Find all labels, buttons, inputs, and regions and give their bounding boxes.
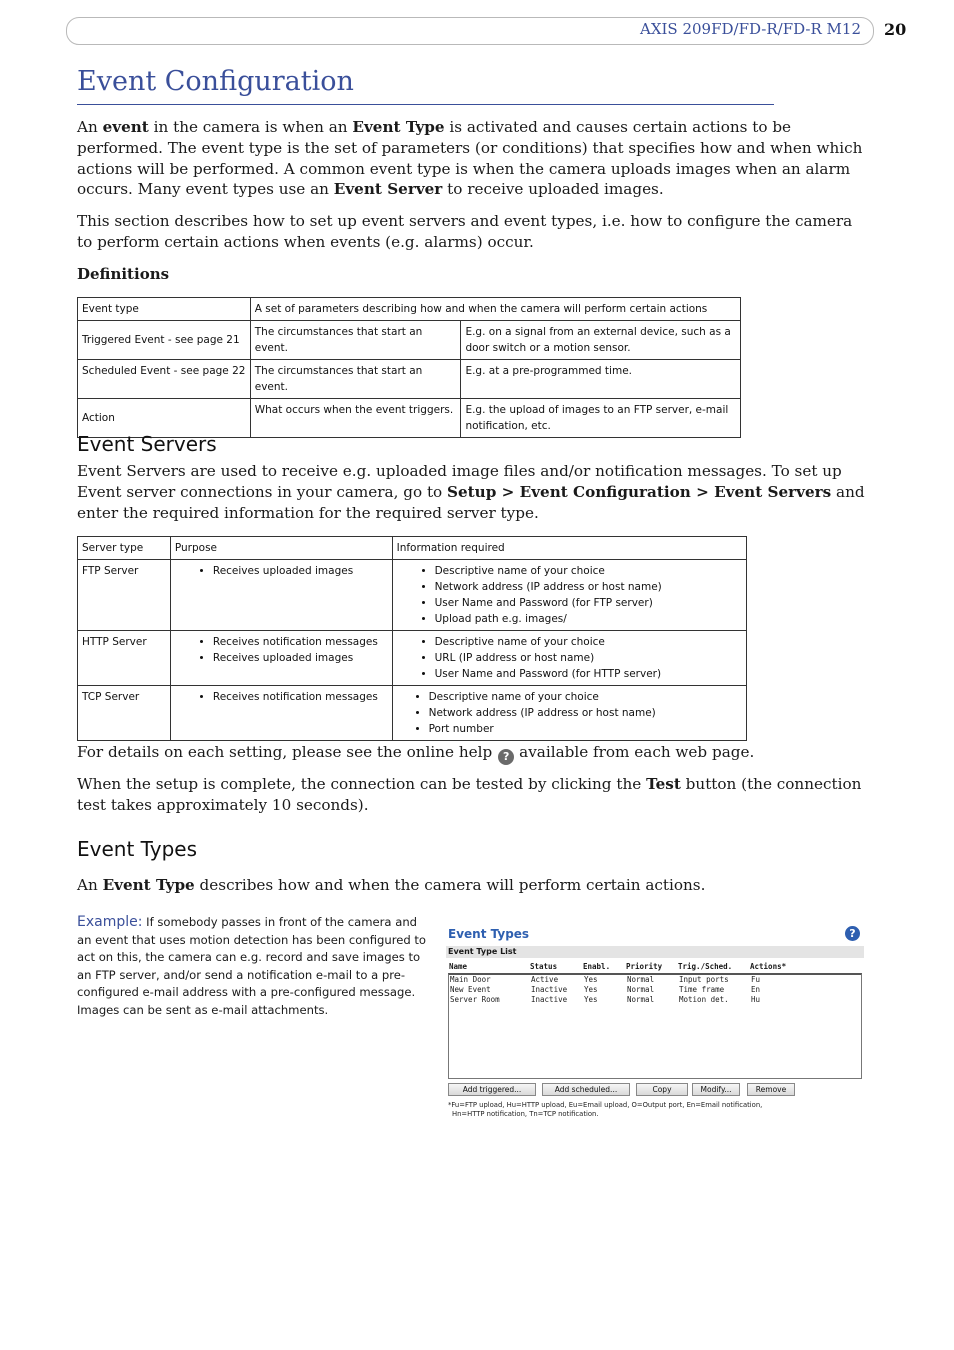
- online-help-paragraph: For details on each setting, please see the online help ? available from each web page.: [77, 743, 755, 763]
- column-header: Purpose: [170, 537, 392, 560]
- example-text: If somebody passes in front of the camera and an event that uses motion detection has been configured to act on this, the camera can e.g. record and save images to an FTP server, and/or send a notification e-mail to a pre-configured e-mail address with a pre-configured message. Images can be sent as e-mail attachments.: [77, 915, 427, 1017]
- table-row: [78, 360, 741, 399]
- intro-paragraph-2: This section describes how to set up event servers and event types, i.e. how to configure the camera to perform certain actions when events (e.g. alarms) occur.: [77, 212, 853, 251]
- title-rule: [77, 104, 774, 105]
- column-header: Server type: [78, 537, 171, 560]
- table-row: [78, 686, 747, 741]
- product-name: AXIS 209FD/FD-R/FD-R M12: [639, 20, 861, 38]
- help-icon[interactable]: ?: [845, 926, 860, 941]
- list-item: • User Name and Password (for FTP server): [435, 595, 742, 611]
- page-number: 20: [884, 20, 907, 39]
- term-event-server: Event Server: [333, 180, 443, 199]
- example-label: Example:: [77, 914, 143, 930]
- definitions-heading: Definitions: [77, 265, 170, 283]
- modify-button[interactable]: Modify...: [692, 1083, 740, 1096]
- list-item: • Receives notification messages: [213, 634, 388, 650]
- menu-path: Setup > Event Configuration > Event Servers: [447, 482, 832, 501]
- def-example: E.g. on a signal from an external device, such as a door switch or a motion sensor.: [461, 321, 741, 360]
- list-column-headers: [448, 962, 862, 972]
- list-item: • Port number: [429, 721, 742, 737]
- server-types-table: [77, 536, 747, 741]
- list-item: • Upload path e.g. images/: [435, 611, 742, 627]
- table-row: [78, 560, 747, 631]
- event-types-screenshot: [446, 922, 866, 1122]
- server-type: TCP Server: [78, 686, 171, 741]
- server-type: FTP Server: [78, 560, 171, 631]
- list-item: • Network address (IP address or host name): [429, 705, 742, 721]
- add-triggered-button[interactable]: Add triggered...: [448, 1083, 536, 1096]
- help-icon: ?: [498, 749, 514, 765]
- event-type-list-label: Event Type List: [446, 946, 864, 958]
- list-item: • Receives uploaded images: [213, 650, 388, 666]
- test-paragraph: When the setup is complete, the connection can be tested by clicking the Test button (the connection test takes approximately 10 seconds).: [77, 775, 862, 814]
- list-item: • Receives notification messages: [213, 689, 388, 705]
- actions-footnote: *Fu=FTP upload, Hu=HTTP upload, Eu=Email upload, O=Output port, En=Email notification, Hn=HTTP notification, Tn=TCP notification.: [448, 1101, 763, 1118]
- event-types-heading: Event Types: [77, 837, 198, 861]
- remove-button[interactable]: Remove: [747, 1083, 795, 1096]
- list-item: • Network address (IP address or host name): [435, 579, 742, 595]
- table-row: [78, 321, 741, 360]
- def-example: E.g. the upload of images to an FTP server, e-mail notification, etc.: [461, 399, 741, 438]
- copy-button[interactable]: Copy: [636, 1083, 688, 1096]
- def-example: E.g. at a pre-programmed time.: [461, 360, 741, 399]
- event-servers-heading: Event Servers: [77, 432, 217, 456]
- list-item: • Descriptive name of your choice: [429, 689, 742, 705]
- column-header: Enabl.: [583, 962, 611, 971]
- list-item: • Descriptive name of your choice: [435, 634, 742, 650]
- add-scheduled-button[interactable]: Add scheduled...: [542, 1083, 630, 1096]
- list-item: • Descriptive name of your choice: [435, 563, 742, 579]
- table-header-row: [78, 537, 747, 560]
- term-event-type: Event Type: [102, 876, 195, 894]
- def-term: Triggered Event - see page 21: [78, 321, 251, 360]
- term-event: event: [102, 118, 149, 136]
- server-type: HTTP Server: [78, 631, 171, 686]
- page-title: Event Configuration: [77, 66, 354, 97]
- screenshot-title: Event Types: [448, 927, 530, 941]
- intro-paragraph-1: An event in the camera is when an Event Type is activated and causes certain actions to be performed. The event type is the set of parameters (or conditions) that specifies how and when which actions will be performed. A common event type is when the camera uploads images when an alarm occurs. Many event types use an Event Server to receive uploaded images.: [77, 118, 863, 199]
- table-row: [78, 298, 741, 321]
- def-term: Scheduled Event - see page 22: [78, 360, 251, 399]
- event-types-paragraph: An Event Type describes how and when the camera will perform certain actions.: [77, 876, 706, 894]
- column-header: Trig./Sched.: [678, 962, 733, 971]
- example-note: [77, 914, 427, 1019]
- column-header: Actions*: [750, 962, 787, 971]
- column-header: Information required: [392, 537, 746, 560]
- test-term: Test: [646, 775, 681, 793]
- list-item: • Receives uploaded images: [213, 563, 388, 579]
- column-header: Name: [449, 962, 468, 971]
- def-desc: A set of parameters describing how and when the camera will perform certain actions: [250, 298, 740, 321]
- term-event-type: Event Type: [352, 118, 445, 136]
- list-item[interactable]: Main Door Active Yes Normal Input ports Fu: [450, 975, 761, 984]
- list-item: • User Name and Password (for HTTP server): [435, 666, 742, 682]
- event-servers-paragraph: Event Servers are used to receive e.g. uploaded image files and/or notification messages. To set up Event server connections in your camera, go to Setup > Event Configuration > Event Servers and enter the required information for the required server type.: [77, 462, 865, 522]
- def-desc: The circumstances that start an event.: [250, 360, 461, 399]
- list-item[interactable]: Server Room Inactive Yes Normal Motion det. Hu: [450, 995, 761, 1004]
- column-header: Status: [530, 962, 558, 971]
- definitions-table: [77, 297, 741, 438]
- def-term: Event type: [78, 298, 251, 321]
- def-term: Action: [78, 399, 251, 438]
- event-type-list[interactable]: [448, 973, 862, 1079]
- column-header: Priority: [626, 962, 663, 971]
- list-item: • URL (IP address or host name): [435, 650, 742, 666]
- def-desc: The circumstances that start an event.: [250, 321, 461, 360]
- list-item[interactable]: New Event Inactive Yes Normal Time frame En: [450, 985, 761, 994]
- def-desc: What occurs when the event triggers.: [250, 399, 461, 438]
- table-row: [78, 631, 747, 686]
